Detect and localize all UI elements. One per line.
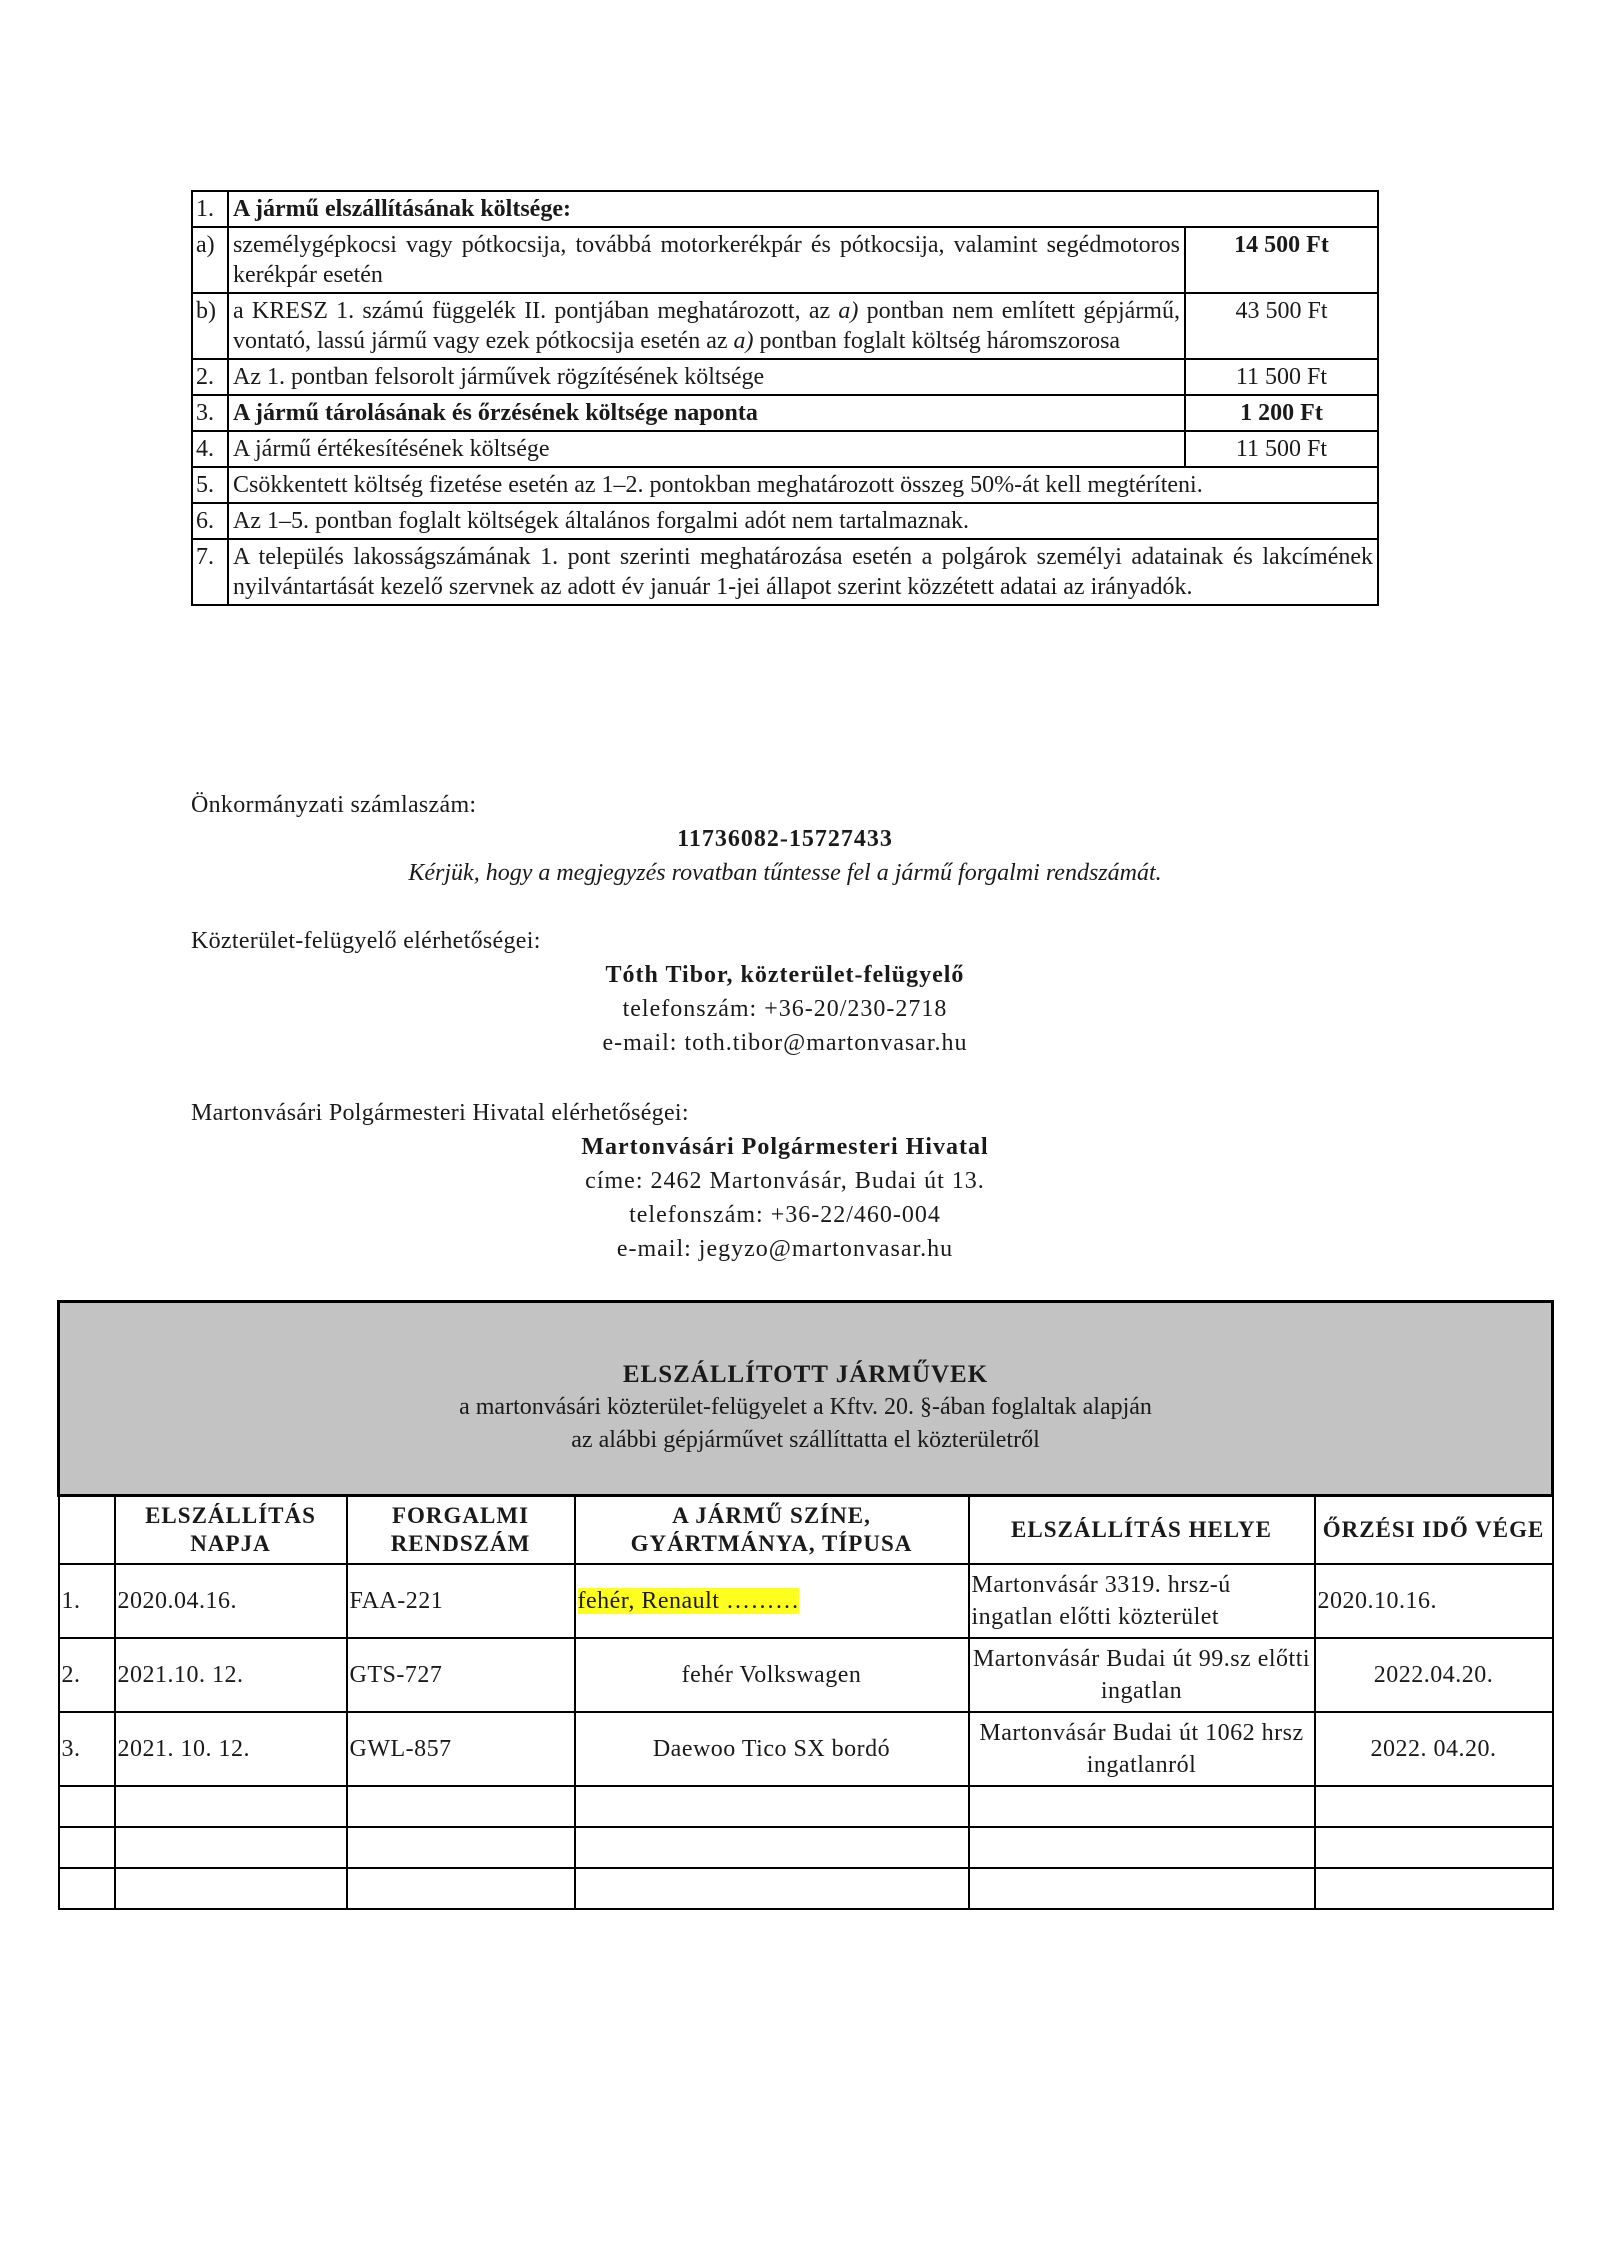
column-header: ELSZÁLLÍTÁS NAPJA xyxy=(115,1496,347,1565)
fee-row-text: Az 1. pontban felsorolt járművek rögzítésének költsége xyxy=(228,359,1185,395)
empty-row xyxy=(59,1827,1553,1868)
table-row xyxy=(59,1564,1553,1638)
towing-location: Martonvásár Budai út 99.sz előtti ingatlan xyxy=(969,1638,1315,1712)
fee-row xyxy=(192,539,1378,605)
account-note: Kérjük, hogy a megjegyzés rovatban tűntesse fel a jármű forgalmi rendszámát. xyxy=(408,860,1162,886)
highlighted-text: fehér, Renault ……… xyxy=(577,1588,800,1614)
fee-row xyxy=(192,395,1378,431)
fee-row-number: 2. xyxy=(192,359,228,395)
account-section xyxy=(191,788,1379,890)
plate-number: GTS-727 xyxy=(347,1638,575,1712)
fee-row-number: 3. xyxy=(192,395,228,431)
fee-row-amount: 43 500 Ft xyxy=(1185,293,1378,359)
table-banner xyxy=(59,1302,1553,1496)
fee-row-number: b) xyxy=(192,293,228,359)
officer-name: Tóth Tibor, közterület-felügyelő xyxy=(605,962,965,988)
fee-row-text: A település lakosságszámának 1. pont szerinti meghatározása esetén a polgárok személyi adatainak és lakcímének nyilvántartását kezelő szervnek az adott év január 1-jei állapot szerint közzétett adatai az irányadók. xyxy=(228,539,1378,605)
row-number: 3. xyxy=(59,1712,115,1786)
fee-row-text: A jármű értékesítésének költsége xyxy=(228,431,1185,467)
table-subtitle: az alábbi gépjárművet szállíttatta el közterületről xyxy=(571,1426,1040,1453)
fee-row xyxy=(192,191,1378,227)
fee-row-amount: 11 500 Ft xyxy=(1185,359,1378,395)
column-header: ŐRZÉSI IDŐ VÉGE xyxy=(1315,1496,1553,1565)
office-email: e-mail: jegyzo@martonvasar.hu xyxy=(616,1236,954,1262)
storage-end-date: 2020.10.16. xyxy=(1315,1564,1553,1638)
towing-date: 2021. 10. 12. xyxy=(115,1712,347,1786)
towing-date: 2020.04.16. xyxy=(115,1564,347,1638)
row-number: 2. xyxy=(59,1638,115,1712)
fee-row-number: a) xyxy=(192,227,228,293)
fee-row-text: A jármű elszállításának költsége: xyxy=(228,191,1378,227)
fee-row-amount: 1 200 Ft xyxy=(1185,395,1378,431)
fee-row-amount: 11 500 Ft xyxy=(1185,431,1378,467)
fee-row-text: személygépkocsi vagy pótkocsija, továbbá motorkerékpár és pótkocsija, valamint segédmotoros kerékpár esetén xyxy=(228,227,1185,293)
account-number: 11736082-15727433 xyxy=(677,826,893,852)
towing-location: Martonvásár Budai út 1062 hrsz ingatlanról xyxy=(969,1712,1315,1786)
fee-row-text: Az 1–5. pontban foglalt költségek általános forgalmi adót nem tartalmaznak. xyxy=(228,503,1378,539)
plate-number: FAA-221 xyxy=(347,1564,575,1638)
office-label: Martonvásári Polgármesteri Hivatal elérhetőségei: xyxy=(191,1100,689,1126)
towing-location: Martonvásár 3319. hrsz-ú ingatlan előtti közterület xyxy=(969,1564,1315,1638)
fee-table xyxy=(191,190,1379,606)
officer-email: e-mail: toth.tibor@martonvasar.hu xyxy=(602,1030,968,1056)
fee-row xyxy=(192,431,1378,467)
table-subtitle: a martonvásári közterület-felügyelet a Kftv. 20. §-ában foglaltak alapján xyxy=(459,1393,1152,1420)
fee-row-text: Csökkentett költség fizetése esetén az 1–2. pontokban meghatározott összeg 50%-át kell megtéríteni. xyxy=(228,467,1378,503)
fee-row xyxy=(192,359,1378,395)
column-header: ELSZÁLLÍTÁS HELYE xyxy=(969,1496,1315,1565)
fee-row xyxy=(192,293,1378,359)
row-number: 1. xyxy=(59,1564,115,1638)
column-header: FORGALMI RENDSZÁM xyxy=(347,1496,575,1565)
account-label: Önkormányzati számlaszám: xyxy=(191,792,477,818)
towed-vehicles-table xyxy=(57,1300,1554,1910)
table-header-row xyxy=(59,1496,1553,1565)
towing-date: 2021.10. 12. xyxy=(115,1638,347,1712)
officer-phone: telefonszám: +36-20/230-2718 xyxy=(622,996,948,1022)
vehicle-description: fehér Volkswagen xyxy=(575,1638,969,1712)
fee-row-text: a KRESZ 1. számú függelék II. pontjában meghatározott, az a) pontban nem említett gépjármű, vontató, lassú jármű vagy ezek pótkocsija esetén az a) pontban foglalt költség háromszorosa xyxy=(228,293,1185,359)
plate-number: GWL-857 xyxy=(347,1712,575,1786)
office-address: címe: 2462 Martonvásár, Budai út 13. xyxy=(585,1168,985,1194)
table-row xyxy=(59,1712,1553,1786)
officer-contact xyxy=(191,924,1379,1060)
column-header xyxy=(59,1496,115,1565)
office-name: Martonvásári Polgármesteri Hivatal xyxy=(581,1134,989,1160)
fee-row xyxy=(192,227,1378,293)
column-header: A JÁRMŰ SZÍNE, GYÁRTMÁNYA, TÍPUSA xyxy=(575,1496,969,1565)
empty-row xyxy=(59,1868,1553,1909)
storage-end-date: 2022. 04.20. xyxy=(1315,1712,1553,1786)
table-title: ELSZÁLLÍTOTT JÁRMŰVEK xyxy=(622,1360,989,1388)
office-contact xyxy=(191,1096,1379,1266)
vehicle-description: Daewoo Tico SX bordó xyxy=(575,1712,969,1786)
fee-row-number: 4. xyxy=(192,431,228,467)
table-row xyxy=(59,1638,1553,1712)
empty-row xyxy=(59,1786,1553,1827)
fee-row-number: 1. xyxy=(192,191,228,227)
fee-row-number: 7. xyxy=(192,539,228,605)
fee-row-number: 5. xyxy=(192,467,228,503)
storage-end-date: 2022.04.20. xyxy=(1315,1638,1553,1712)
fee-row-amount: 14 500 Ft xyxy=(1185,227,1378,293)
fee-row-number: 6. xyxy=(192,503,228,539)
vehicle-description xyxy=(575,1564,969,1638)
officer-label: Közterület-felügyelő elérhetőségei: xyxy=(191,928,541,954)
fee-row xyxy=(192,503,1378,539)
fee-row-text: A jármű tárolásának és őrzésének költsége naponta xyxy=(228,395,1185,431)
office-phone: telefonszám: +36-22/460-004 xyxy=(629,1202,941,1228)
fee-row xyxy=(192,467,1378,503)
